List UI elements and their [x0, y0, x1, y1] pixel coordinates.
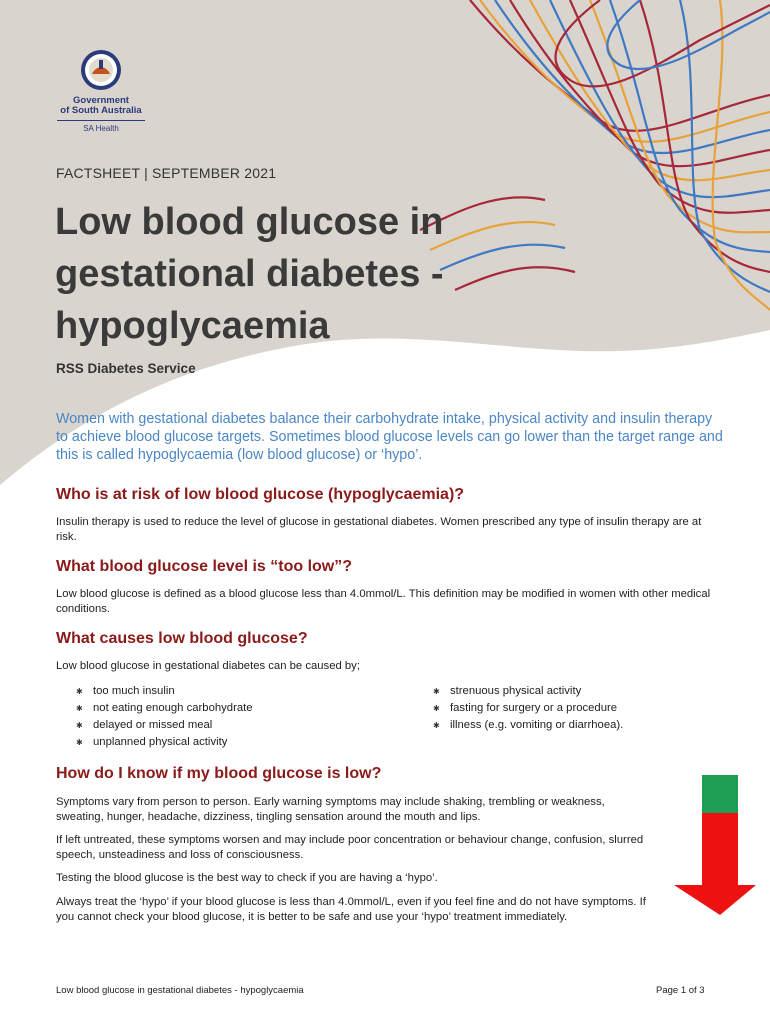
text-causes-intro: Low blood glucose in gestational diabetes can be caused by;: [56, 660, 360, 672]
list-item: ✱ too much insulin: [74, 683, 253, 700]
list-item: ✱ strenuous physical activity: [431, 683, 623, 700]
text-know-1: Symptoms vary from person to person. Early warning symptoms may include shaking, trembling or weakness, sweating, hunger, headache, dizziness, tingling sensation around the mouth and lips.: [56, 796, 605, 823]
government-logo: [56, 48, 146, 133]
text-know-4: Always treat the ‘hypo’ if your blood glucose is less than 4.0mmol/L, even if you feel fine and do not have symptoms. If you cannot check your blood glucose, it is better to be safe and use your ‘hypo’ treatment immediately.: [56, 896, 646, 923]
text-level: Low blood glucose is defined as a blood glucose less than 4.0mmol/L. This definition may be modified in women with other medical conditions.: [56, 588, 711, 615]
causes-list-right: [431, 683, 623, 734]
heading-risk: Who is at risk of low blood glucose (hypoglycaemia)?: [56, 486, 465, 503]
title-line-2: gestational diabetes -: [55, 253, 444, 295]
text-risk: Insulin therapy is used to reduce the level of glucose in gestational diabetes. Women prescribed any type of insulin therapy are at risk.: [56, 516, 702, 543]
list-item: ✱ not eating enough carbohydrate: [74, 700, 253, 717]
page-number: Page 1 of 3: [656, 985, 705, 996]
south-australia-crest-icon: [79, 48, 123, 92]
logo-line-1: Government: [73, 95, 129, 106]
heading-level: What blood glucose level is “too low”?: [56, 558, 353, 575]
factsheet-label: FACTSHEET | SEPTEMBER 2021: [56, 165, 277, 181]
logo-line-2: of South Australia: [60, 105, 142, 116]
causes-list-left: [74, 683, 253, 751]
heading-causes: What causes low blood glucose?: [56, 630, 308, 647]
text-know-2: If left untreated, these symptoms worsen and may include poor concentration or behaviour change, confusion, slurred speech, unsteadiness and loss of consciousness.: [56, 834, 644, 861]
title-line-1: Low blood glucose in: [55, 201, 444, 243]
list-item: ✱ unplanned physical activity: [74, 734, 253, 751]
text-know-3: Testing the blood glucose is the best way to check if you are having a ‘hypo’.: [56, 872, 438, 884]
footer-title: Low blood glucose in gestational diabetes - hypoglycaemia: [56, 985, 304, 996]
logo-sub: SA Health: [83, 124, 119, 133]
list-item: ✱ illness (e.g. vomiting or diarrhoea).: [431, 717, 623, 734]
logo-divider: [57, 120, 145, 121]
intro-paragraph: Women with gestational diabetes balance their carbohydrate intake, physical activity and insulin therapy to achieve blood glucose targets. Sometimes blood glucose levels can go lower than the target range and this is called hypoglycaemia (low blood glucose) or ‘hypo’.: [56, 411, 723, 463]
title-line-3: hypoglycaemia: [55, 305, 330, 347]
page-title: [55, 196, 575, 352]
service-name: RSS Diabetes Service: [56, 361, 196, 376]
list-item: ✱ fasting for surgery or a procedure: [431, 700, 623, 717]
list-item: ✱ delayed or missed meal: [74, 717, 253, 734]
heading-know: How do I know if my blood glucose is low?: [56, 765, 382, 782]
glucose-down-arrow-icon: [672, 775, 758, 915]
